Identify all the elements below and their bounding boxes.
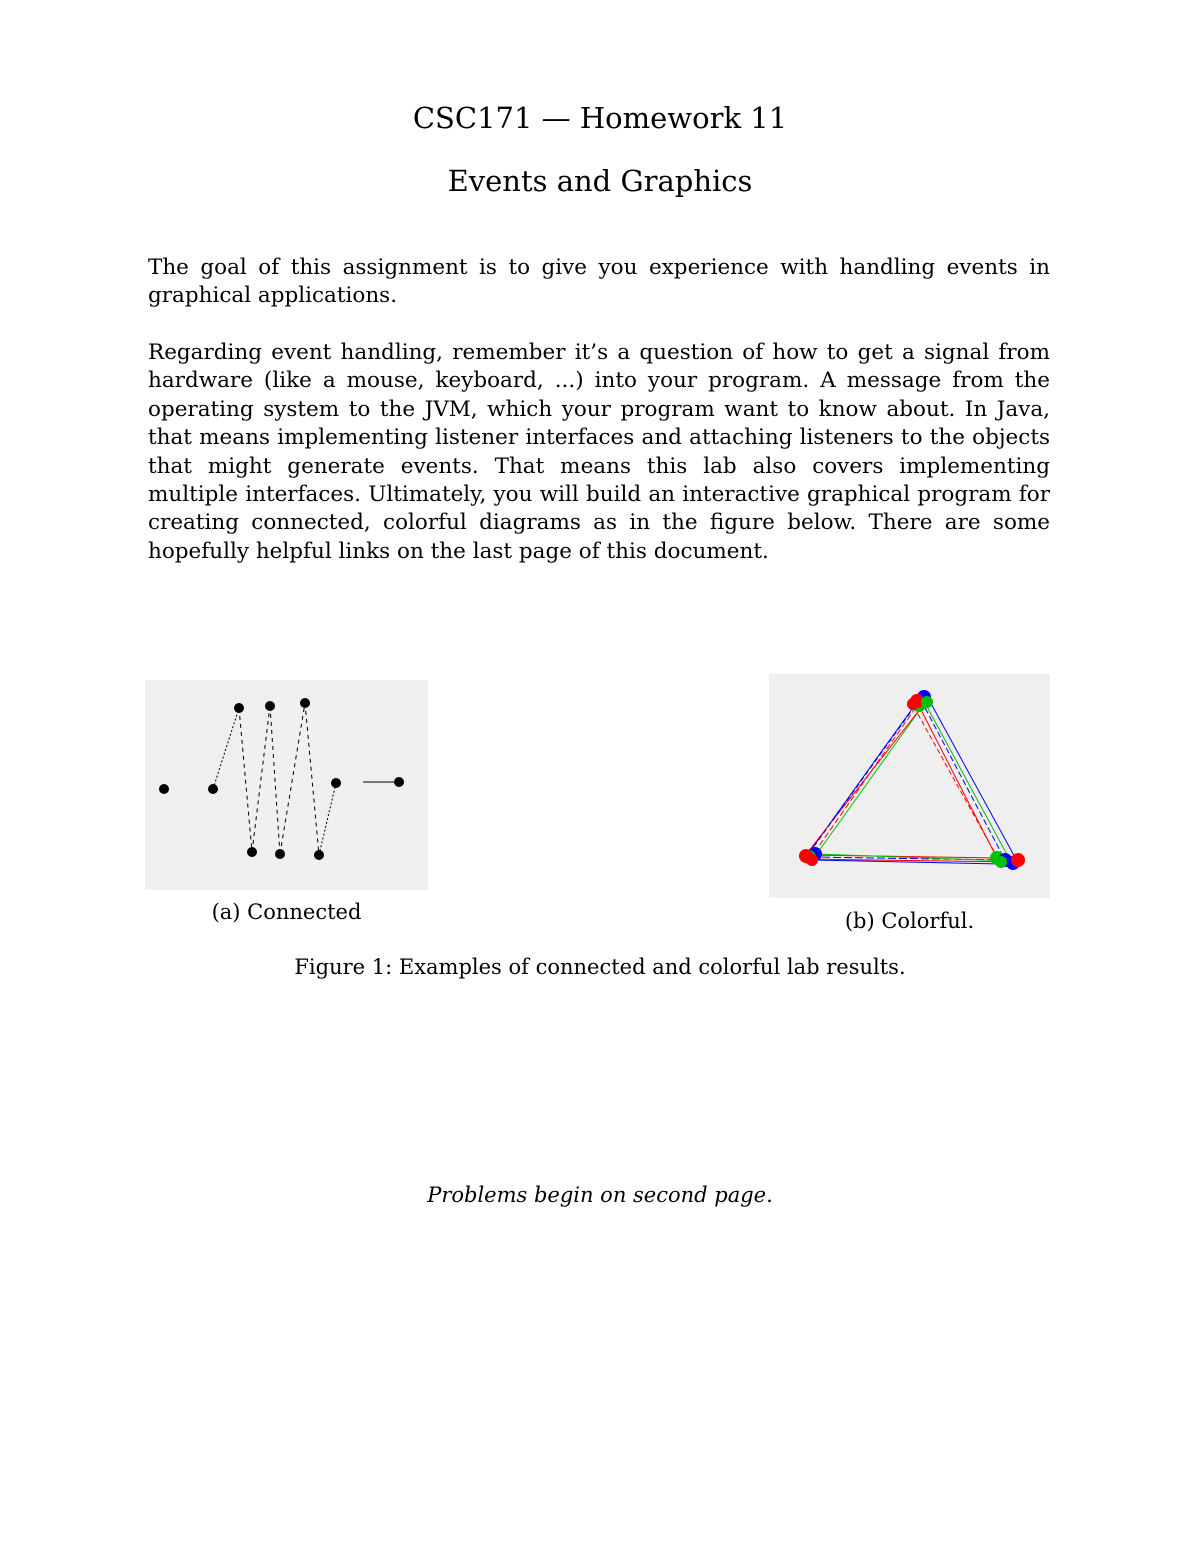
connected-dot bbox=[331, 778, 341, 788]
connected-link bbox=[280, 703, 305, 854]
connected-dot bbox=[247, 847, 257, 857]
colorful-link bbox=[925, 703, 1011, 862]
footer-note: Problems begin on second page. bbox=[427, 1183, 773, 1207]
connected-link bbox=[213, 708, 239, 789]
connected-dot bbox=[265, 701, 275, 711]
colorful-dot bbox=[907, 698, 919, 710]
colorful-diagram bbox=[769, 674, 1050, 898]
connected-link bbox=[305, 703, 319, 855]
connected-dot bbox=[208, 784, 218, 794]
connected-link bbox=[270, 706, 280, 854]
colorful-link bbox=[804, 699, 928, 857]
connected-diagram bbox=[145, 680, 428, 890]
colorful-link bbox=[914, 707, 1001, 864]
colorful-figure bbox=[769, 674, 1050, 898]
document-title: CSC171 — Homework 11 bbox=[412, 101, 788, 135]
connected-link bbox=[239, 708, 252, 852]
colorful-link bbox=[810, 706, 915, 852]
connected-dot bbox=[394, 777, 404, 787]
connected-dot bbox=[234, 703, 244, 713]
colorful-dot bbox=[1011, 853, 1025, 867]
connected-link bbox=[319, 783, 336, 855]
connected-figure bbox=[145, 680, 428, 890]
connected-link bbox=[252, 706, 270, 852]
event-handling-paragraph: Regarding event handling, remember it’s a question of how to get a signal from hardware (like a mouse, keyboard, ...) into your program. A message from the operating system to the JVM, which your program want to know about. In Java, that means implementing listener interfaces and attaching listeners to the objects that might generate events. That means this lab also covers implementing multiple interfaces. Ultimately, you will build an interactive graphical program for creating connected, colorful diagrams as in the figure below. There are some hopefully helpful links on the last page of this document. bbox=[148, 340, 1050, 564]
connected-dot bbox=[314, 850, 324, 860]
intro-paragraph: The goal of this assignment is to give you experience with handling events in graphical applications. bbox=[148, 255, 1050, 309]
connected-dot bbox=[275, 849, 285, 859]
colorful-link bbox=[921, 700, 1005, 860]
colorful-dot bbox=[995, 856, 1007, 868]
colorful-link bbox=[816, 704, 924, 855]
colorful-dot bbox=[806, 854, 818, 866]
colorful-link bbox=[928, 698, 1017, 861]
subfigure-b-caption: (b) Colorful. bbox=[844, 909, 975, 933]
figure-caption: Figure 1: Examples of connected and colorful lab results. bbox=[294, 955, 906, 979]
connected-dot bbox=[300, 698, 310, 708]
colorful-dot bbox=[921, 696, 933, 708]
connected-dot bbox=[159, 784, 169, 794]
document-subtitle: Events and Graphics bbox=[447, 164, 753, 198]
subfigure-a-caption: (a) Connected bbox=[211, 900, 362, 924]
